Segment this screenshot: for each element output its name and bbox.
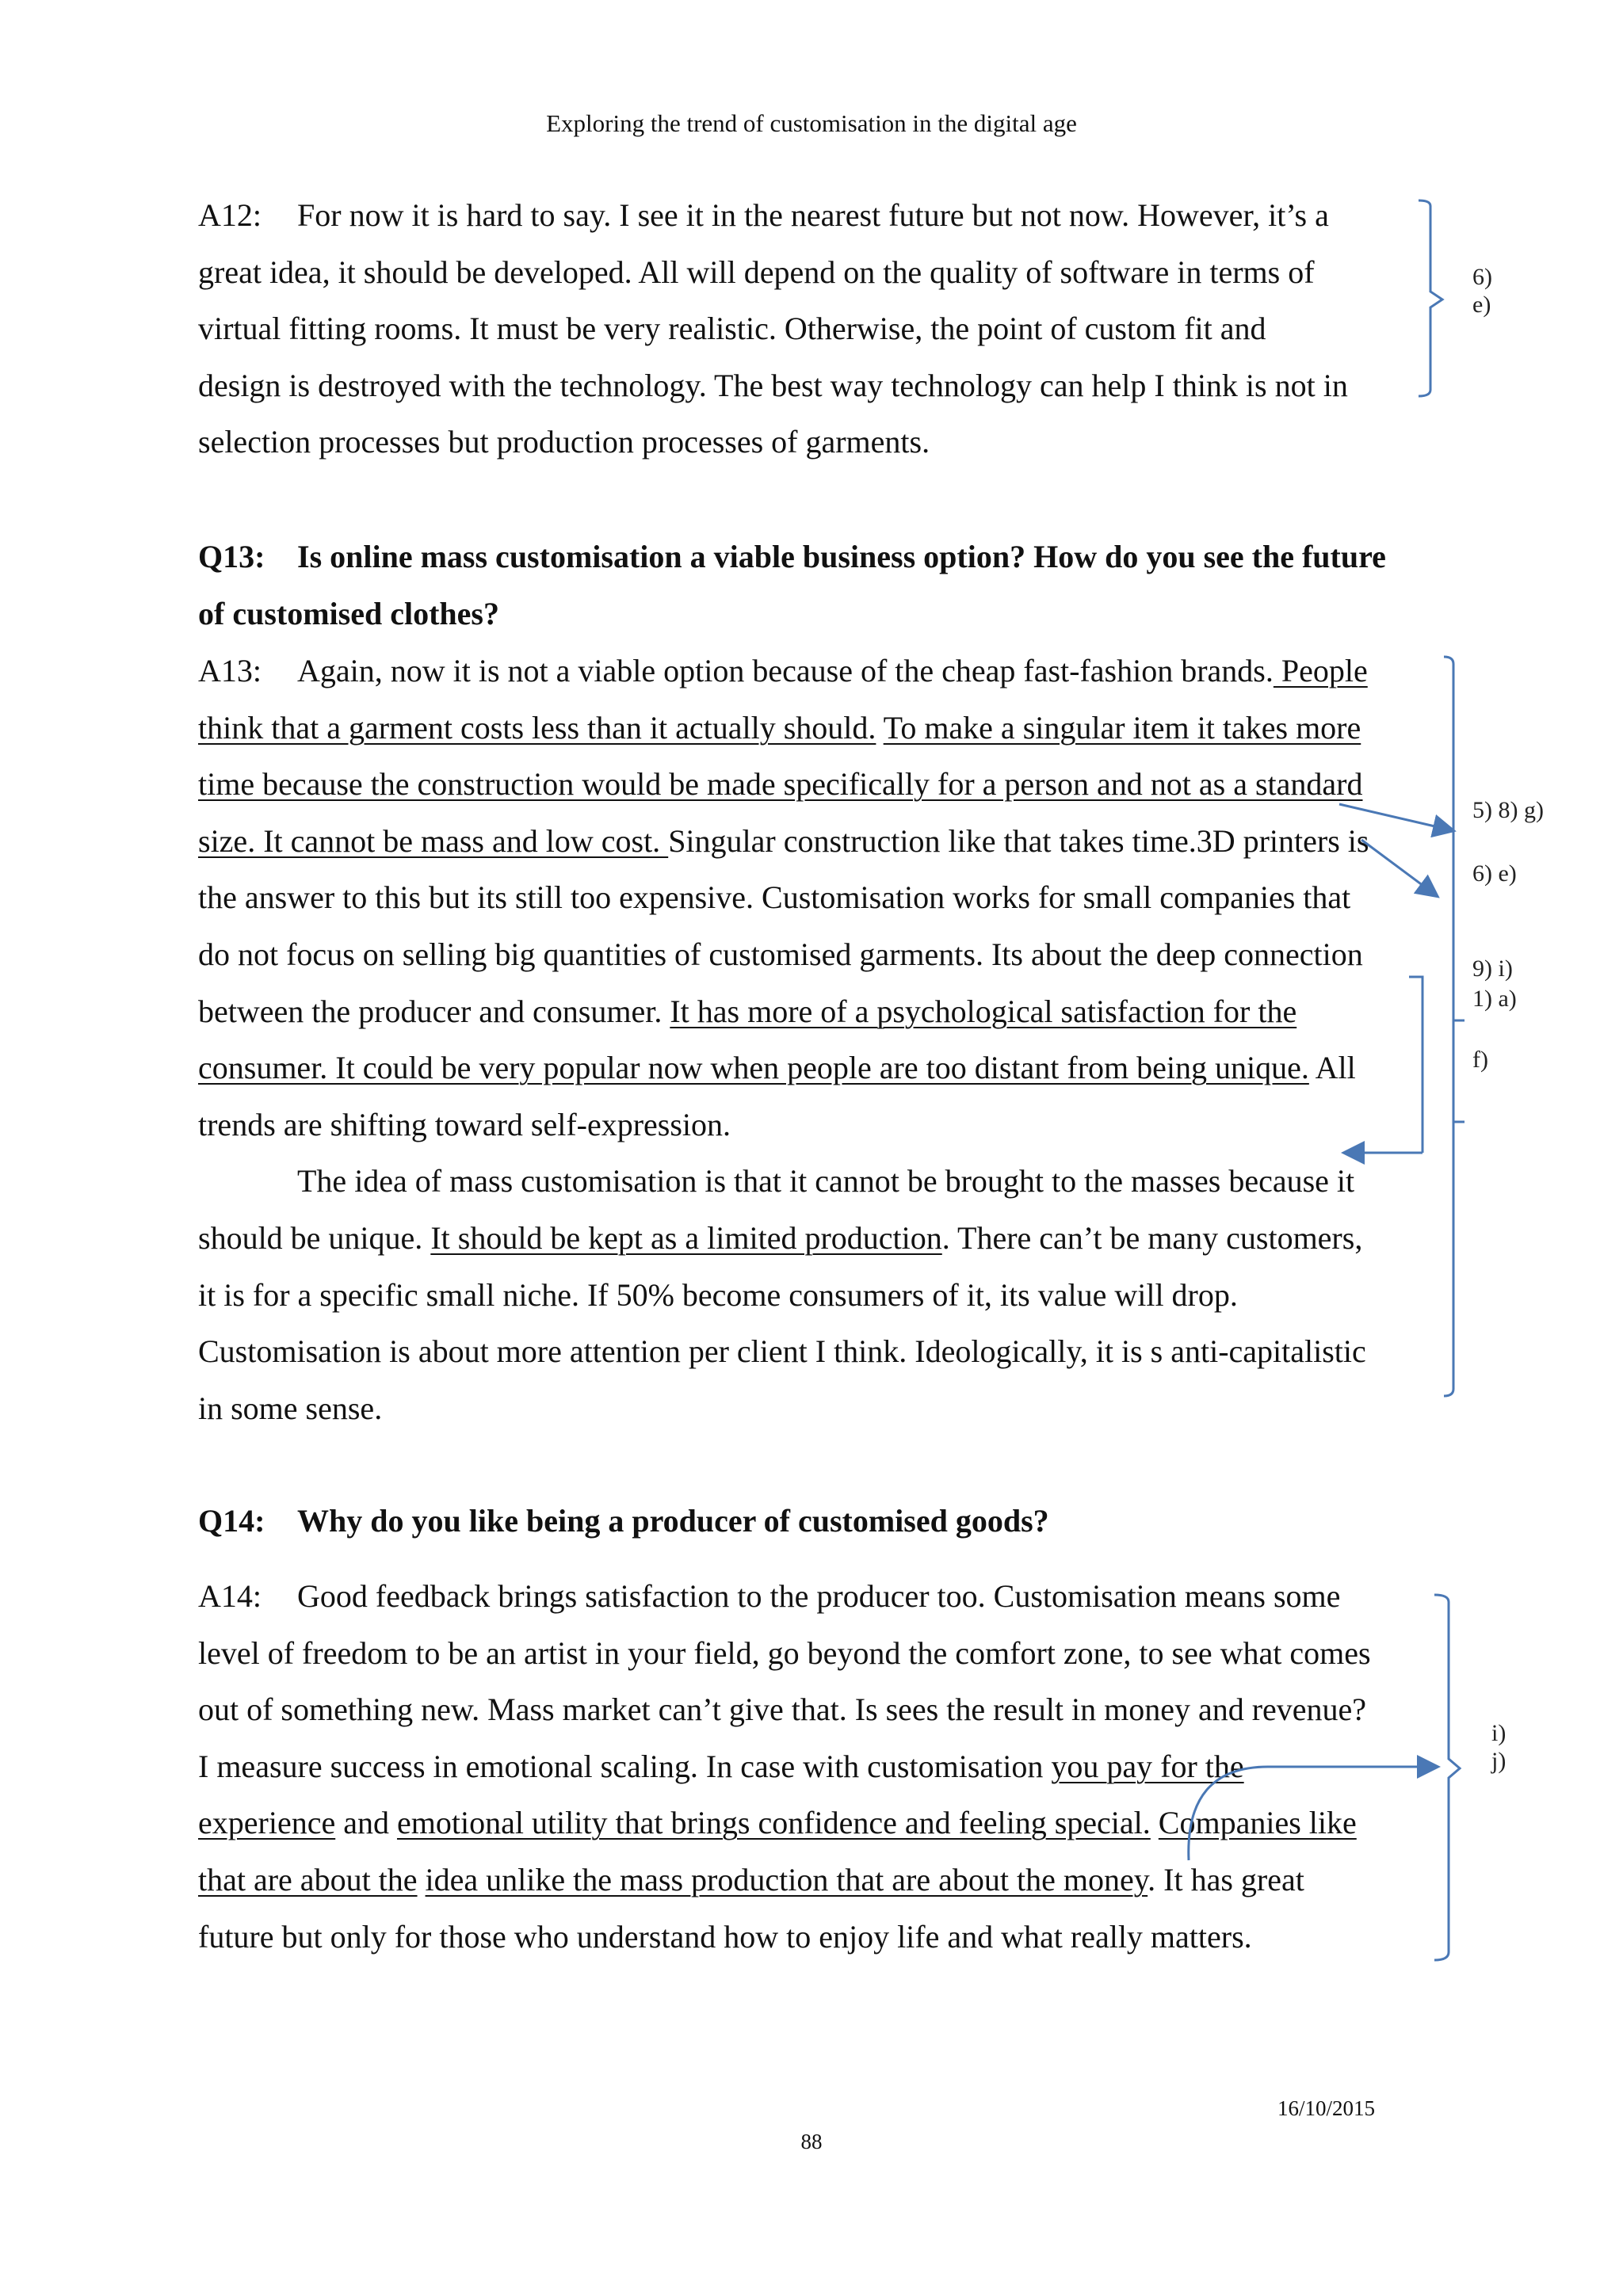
q14-label: Q14: [198,1503,265,1539]
a13-label: A13: [198,653,262,688]
a14-line-3: out of something new. Mass market can’t give that. Is sees the result in money and revenue? [198,1691,1367,1728]
margin-note: 1) a) [1472,986,1517,1012]
margin-note: e) [1472,292,1491,318]
margin-note: 6) e) [1472,860,1517,887]
a12-line-5: selection processes but production processes of garments. [198,424,930,460]
margin-note: i) [1491,1720,1507,1746]
a12-line-2: great idea, it should be developed. All will depend on the quality of software in terms of [198,254,1315,290]
a14-text [418,1862,426,1897]
a14-line-4 [198,1738,1419,1795]
a13-line-6: do not focus on selling big quantities of customised garments. Its about the deep connection [198,936,1363,972]
a14-line-7: future but only for those who understand how to enjoy life and what really matters. [198,1918,1252,1955]
a12-label: A12: [198,197,262,233]
a13-text: Singular construction like that takes time.3D printers is [668,822,1369,859]
running-header: Exploring the trend of customisation in the digital age [546,109,1077,137]
underlined-text: you pay for the [1051,1748,1244,1784]
a14-label: A14: [198,1578,262,1614]
answer-a12 [198,187,1419,471]
a13-text: between the producer and consumer. [198,993,670,1029]
question-q14 [198,1493,1419,1550]
a13-line-8 [198,1039,1419,1097]
a14-text: I measure success in emotional scaling. In case with customisation [198,1748,1052,1784]
q13-label: Q13: [198,539,265,574]
a13-line-9: trends are shifting toward self-expression. [198,1106,731,1142]
a13-line-4 [198,813,1419,870]
underlined-text: consumer. It could be very popular now when people are too distant from being unique. [198,1050,1309,1086]
underlined-text: experience [198,1805,336,1841]
a13-line-1 [198,643,1419,700]
a14-text: and [335,1805,397,1841]
a13-line-2 [198,700,1419,757]
a14-text [1151,1805,1159,1840]
a12-line-3: virtual fitting rooms. It must be very realistic. Otherwise, the point of custom fit and [198,311,1266,347]
margin-note: 9) i) [1472,955,1513,982]
a14-text: Good feedback brings satisfaction to the producer too. Customisation means some [297,1578,1341,1614]
underlined-text: To make a singular item it takes more [883,709,1361,746]
answer-a13 [198,643,1419,1436]
underlined-text: It should be kept as a limited production [430,1219,942,1256]
a14-line-5 [198,1794,1419,1852]
a14-text: . It has great [1148,1861,1304,1897]
a13-text: All [1308,1050,1356,1086]
underlined-text: Companies like [1158,1805,1357,1841]
q13-line-2: of customised clothes? [198,595,499,631]
question-q13 [198,528,1419,642]
a13-p2-line-4: Customisation is about more attention per client I think. Ideologically, it is s anti-capitalistic [198,1333,1366,1370]
q14-line-1 [198,1493,1419,1550]
q13-line-1 [198,528,1419,585]
margin-note: f) [1472,1047,1488,1073]
margin-note: 6) [1472,264,1492,290]
margin-note: j) [1491,1748,1507,1774]
a13-p2-line-2 [198,1210,1419,1267]
underlined-text: People [1273,653,1368,688]
a14-line-2: level of freedom to be an artist in your field, go beyond the comfort zone, to see what comes [198,1634,1371,1671]
bracket-a14 [1434,1595,1460,1960]
underlined-text: that are about the [198,1861,418,1897]
a12-text: For now it is hard to say. I see it in the nearest future but not now. However, it’s a [297,197,1329,233]
a13-line-5: the answer to this but its still too expensive. Customisation works for small companies that [198,879,1351,916]
a13-text: . There can’t be many customers, [941,1219,1363,1256]
underlined-text: think that a garment costs less than it actually should. [198,709,876,746]
margin-note: 5) 8) g) [1472,797,1544,823]
a13-text [876,710,883,746]
underlined-text: It has more of a psychological satisfaction for the [670,993,1297,1029]
underlined-text: size. It cannot be mass and low cost. [198,822,669,859]
answer-a14 [198,1568,1419,1965]
q13-text: Is online mass customisation a viable business option? How do you see the future [297,539,1386,574]
a13-line-7 [198,983,1419,1040]
a13-line-3 [198,756,1419,813]
page-number: 88 [800,2130,823,2153]
a12-line-4: design is destroyed with the technology. The best way technology can help I think is not in [198,367,1348,403]
underlined-text: idea unlike the mass production that are about the money [425,1861,1148,1897]
bracket-a12 [1419,200,1442,396]
a13-text: Again, now it is not a viable option because of the cheap fast-fashion brands. [297,653,1274,688]
a12-line-1 [198,187,1419,244]
document-date: 16/10/2015 [1277,2096,1376,2120]
underlined-text: emotional utility that brings confidence and feeling special. [396,1805,1151,1841]
a13-p2-line-3: it is for a specific small niche. If 50% become consumers of it, its value will drop. [198,1276,1238,1313]
a14-line-1 [198,1568,1419,1625]
bracket-a13 [1444,657,1453,1396]
q14-text: Why do you like being a producer of customised goods? [297,1503,1049,1539]
a13-text: should be unique. [198,1219,431,1256]
a13-p2-line-1: The idea of mass customisation is that it cannot be brought to the masses because it [297,1163,1355,1199]
a14-line-6 [198,1852,1419,1909]
underlined-text: time because the construction would be made specifically for a person and not as a standard [198,766,1363,803]
a13-p2-line-5: in some sense. [198,1390,383,1426]
